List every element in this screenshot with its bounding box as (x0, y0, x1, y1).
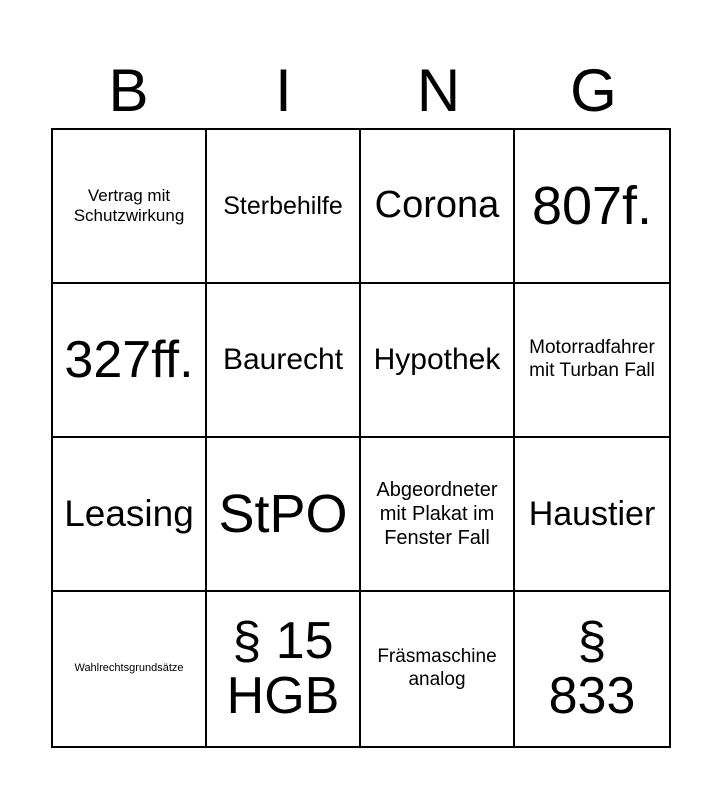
bingo-header (51, 58, 671, 124)
bingo-cell-r3-c4[interactable]: Haustier (515, 438, 669, 592)
bingo-cell-r3-c1[interactable]: Leasing (53, 438, 207, 592)
bingo-board (51, 128, 671, 748)
bingo-cell-r1-c2[interactable]: Sterbehilfe (207, 130, 361, 284)
bingo-cell-r4-c1[interactable]: Wahlrechtsgrundsätze (53, 592, 207, 746)
bingo-cell-r4-c2[interactable]: § 15 HGB (207, 592, 361, 746)
bingo-cell-r2-c4[interactable]: Motorradfahrer mit Turban Fall (515, 284, 669, 438)
bingo-cell-r2-c1[interactable]: 327ff. (53, 284, 207, 438)
bingo-cell-r2-c2[interactable]: Baurecht (207, 284, 361, 438)
header-letter-n: N (416, 57, 461, 124)
header-letter-i: I (275, 57, 292, 124)
bingo-cell-r3-c3[interactable]: Abgeordneter mit Plakat im Fenster Fall (361, 438, 515, 592)
bingo-cell-r3-c2[interactable]: StPO (207, 438, 361, 592)
header-letter-b: B (108, 57, 149, 124)
bingo-cell-r2-c3[interactable]: Hypothek (361, 284, 515, 438)
header-letter-g: G (570, 57, 617, 124)
bingo-cell-r1-c3[interactable]: Corona (361, 130, 515, 284)
bingo-cell-r4-c3[interactable]: Fräsmaschine analog (361, 592, 515, 746)
bingo-cell-r1-c1[interactable]: Vertrag mit Schutzwirkung (53, 130, 207, 284)
bingo-cell-r4-c4[interactable]: § 833 (548, 612, 636, 725)
bingo-cell-r1-c4[interactable]: 807f. (515, 130, 669, 284)
